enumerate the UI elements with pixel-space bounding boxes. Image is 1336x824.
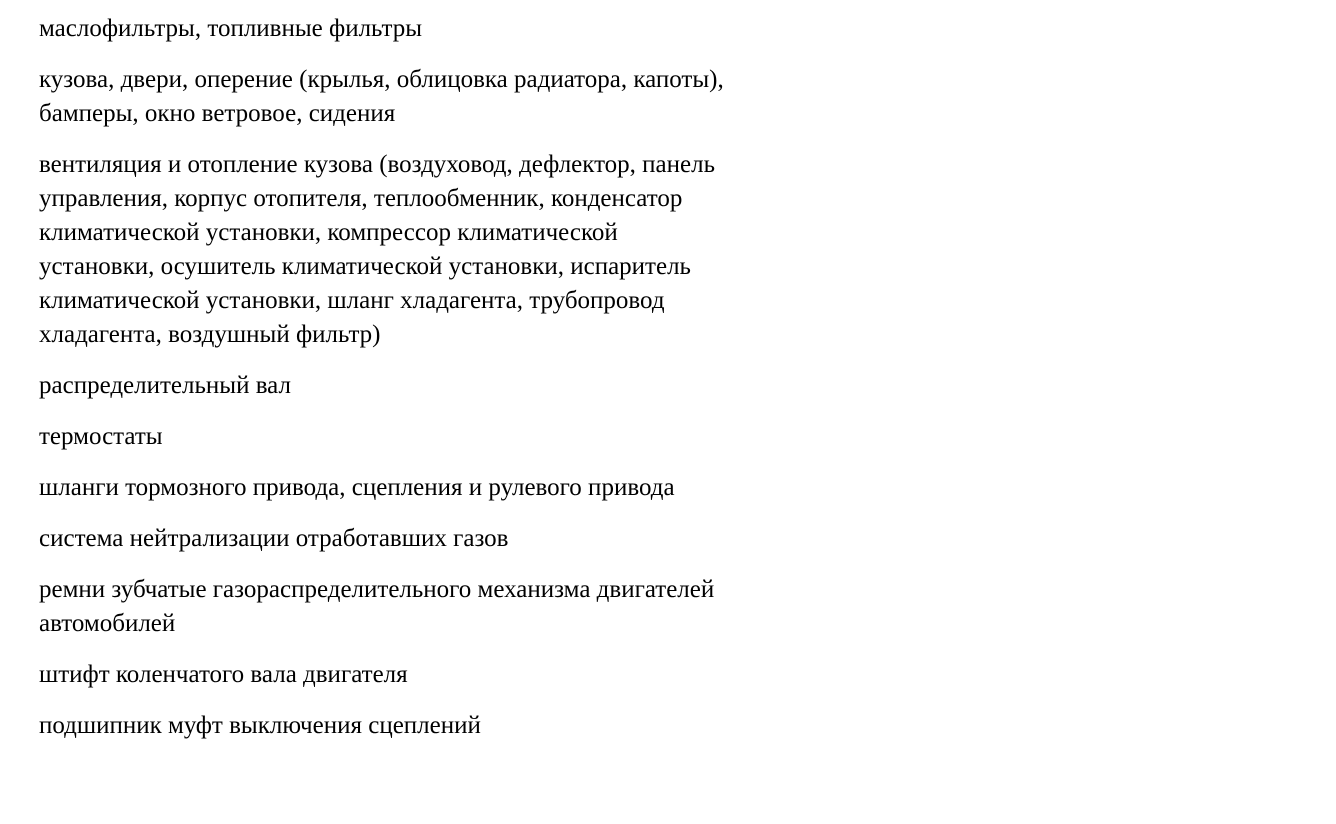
list-item: система нейтрализации отработавших газов: [39, 525, 509, 552]
list-item: шланги тормозного привода, сцепления и рулевого привода: [39, 474, 675, 501]
list-item: термостаты: [39, 423, 163, 450]
document-body: [0, 0, 739, 743]
list-item: штифт коленчатого вала двигателя: [39, 661, 408, 688]
list-item: подшипник муфт выключения сцеплений: [39, 712, 481, 739]
list-item: ремни зубчатые газораспределительного механизма двигателей автомобилей: [39, 576, 715, 637]
list-item: кузова, двери, оперение (крылья, облицовка радиатора, капоты), бамперы, окно ветровое, сидения: [39, 66, 724, 127]
list-item: маслофильтры, топливные фильтры: [39, 15, 423, 42]
list-item: вентиляция и отопление кузова (воздуховод, дефлектор, панель управления, корпус отопителя, теплообменник, конденсатор климатической установки, компрессор климатической установки, осушитель климатической установки, испаритель климатической установки, шланг хладагента, трубопровод хладагента, воздушный фильтр): [39, 151, 716, 348]
list-item: распределительный вал: [39, 372, 291, 399]
